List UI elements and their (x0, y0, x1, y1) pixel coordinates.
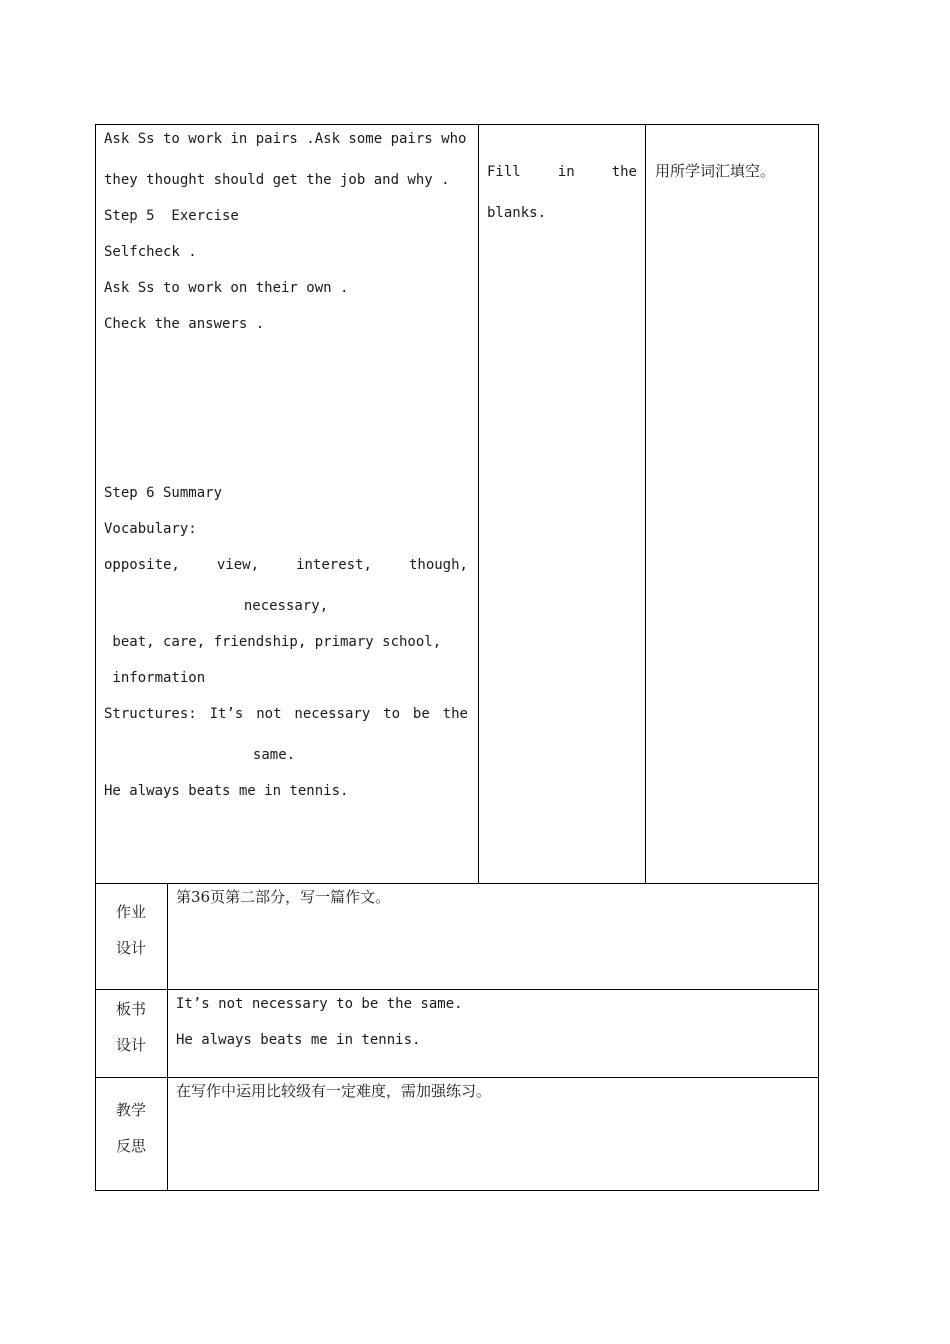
structure-continuation: same. (252, 747, 296, 763)
vocabulary-word-necessary: necessary, (243, 598, 329, 614)
structure-word: be (412, 706, 430, 722)
vocab-word: view, (216, 557, 260, 573)
structure-line-2: He always beats me in tennis. (104, 783, 349, 799)
selfcheck-line: Selfcheck . (104, 244, 197, 260)
reflection-label-1: 教学 (115, 1101, 146, 1119)
step-6-heading: Step 6 Summary (104, 485, 223, 501)
vocab-word: though, (408, 557, 468, 573)
reflection-content: 在写作中运用比较级有一定难度，需加强练习。 (176, 1082, 492, 1100)
structures-line (104, 705, 468, 723)
structure-word: not (256, 706, 282, 722)
homework-label-1: 作业 (115, 903, 146, 921)
check-answers-line: Check the answers . (104, 316, 265, 332)
vocabulary-label: Vocabulary: (104, 521, 197, 537)
homework-label-2: 设计 (115, 939, 146, 957)
homework-content: 第36页第二部分，写一篇作文。 (176, 888, 391, 906)
board-label-2: 设计 (115, 1036, 146, 1054)
student-activity-line-2: blanks. (487, 205, 547, 221)
board-line-2: He always beats me in tennis. (176, 1032, 421, 1048)
student-word: in (557, 164, 575, 180)
vocabulary-words-line-2: beat, care, friendship, primary school, (104, 634, 442, 650)
vocabulary-words-line (104, 556, 468, 574)
row-divider-1 (95, 883, 819, 884)
row-divider-2 (95, 989, 819, 990)
vocabulary-words-line-3: information (104, 670, 206, 686)
activity-line-1: Ask Ss to work in pairs .Ask some pairs who (104, 131, 467, 147)
row-divider-3 (95, 1077, 819, 1078)
structure-word: It’s (209, 706, 244, 722)
board-label-1: 板书 (115, 1000, 146, 1018)
activity-line-2: they thought should get the job and why . (104, 172, 450, 188)
structure-word: the (442, 706, 468, 722)
vocab-word: interest, (296, 557, 372, 573)
design-purpose-text: 用所学词汇填空。 (655, 162, 776, 180)
student-word: Fill (487, 164, 521, 180)
structure-word: necessary (294, 706, 371, 722)
student-activity-line-1 (487, 163, 637, 181)
column-divider-1 (478, 124, 479, 884)
activity-line-own: Ask Ss to work on their own . (104, 280, 349, 296)
column-divider-2 (645, 124, 646, 884)
vocab-word: opposite, (104, 557, 180, 573)
step-5-heading: Step 5 Exercise (104, 208, 239, 224)
student-word: the (611, 164, 637, 180)
structure-word: to (383, 706, 401, 722)
reflection-label-2: 反思 (115, 1137, 146, 1155)
structure-word: Structures: (104, 706, 197, 722)
label-column-divider (167, 884, 168, 1191)
board-line-1: It’s not necessary to be the same. (176, 996, 463, 1012)
